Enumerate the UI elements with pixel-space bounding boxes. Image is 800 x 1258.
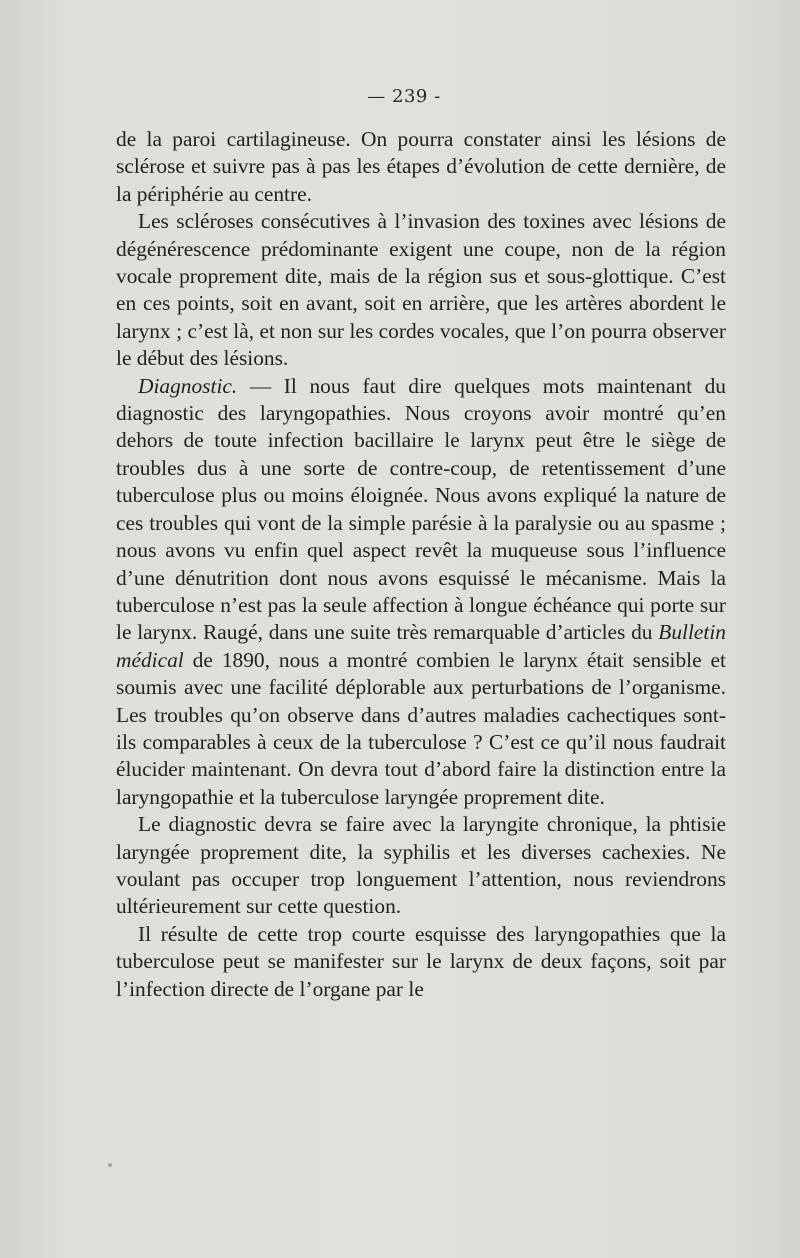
paragraph-3-text-a: — Il nous faut dire quelques mots maintenant du diagnostic des laryngopathies. Nous croyons avoir montré qu’en dehors de toute infection bacillaire le larynx peut être le siège de troubles dus à une sorte de contre-coup, de retentissement d’une tuberculose plus ou moins éloignée. Nous avons expliqué la nature de ces troubles qui vont de la simple parésie à la paralysie ou au spasme ; nous avons vu enfin quel aspect revêt la muqueuse sous l’influence d’une dénutrition dont nous avons esquissé le mécanisme. Mais la tuberculose n’est pas la seule affection à longue échéance qui porte sur le larynx. Raugé, dans une suite très remarquable d’articles du — [116, 373, 726, 645]
page-number: — 239 - — [367, 86, 441, 107]
paragraph-3-text-b: de 1890, nous a montré combien le larynx était sensible et soumis avec une facilité déplorable aux perturbations de l’organisme. Les troubles qu’on observe dans d’autres maladies cachectiques sont-ils comparables à ceux de la tuberculose ? C’est ce qu’il nous faudrait élucider maintenant. On devra tout d’abord faire la distinction entre la laryngopathie et la tuberculose laryngée proprement dite. — [116, 647, 726, 809]
paragraph-2: Les scléroses consécutives à l’invasion des toxines avec lésions de dégénérescence prédominante exigent une coupe, non de la région vocale proprement dite, mais de la région sus et sous-glottique. C’est en ces points, soit en avant, soit en arrière, que les artères abordent le larynx ; c’est là, et non sur les cordes vocales, que l’on pourra observer le début des lésions. — [116, 209, 726, 371]
paragraph-5: Il résulte de cette trop courte esquisse des laryngopathies que la tuberculose peut se manifester sur le larynx de deux façons, soit par l’infection directe de l’organe par le — [116, 921, 726, 1001]
page-body — [116, 126, 726, 1003]
paragraph-3 — [116, 373, 726, 812]
journal-title: Bulletin médical — [116, 620, 726, 672]
paper-speck — [108, 1163, 112, 1167]
section-heading-diagnostic: Diagnostic. — [138, 373, 238, 398]
paragraph-4: Le diagnostic devra se faire avec la laryngite chronique, la phtisie laryngée proprement dite, la syphilis et les diverses cachexies. Ne voulant pas occuper trop longuement l’attention, nous reviendrons ultérieurement sur cette question. — [116, 812, 726, 919]
paragraph-1: de la paroi cartilagineuse. On pourra constater ainsi les lésions de sclérose et suivre pas à pas les étapes d’évolution de cette dernière, de la périphérie au centre. — [116, 127, 726, 206]
